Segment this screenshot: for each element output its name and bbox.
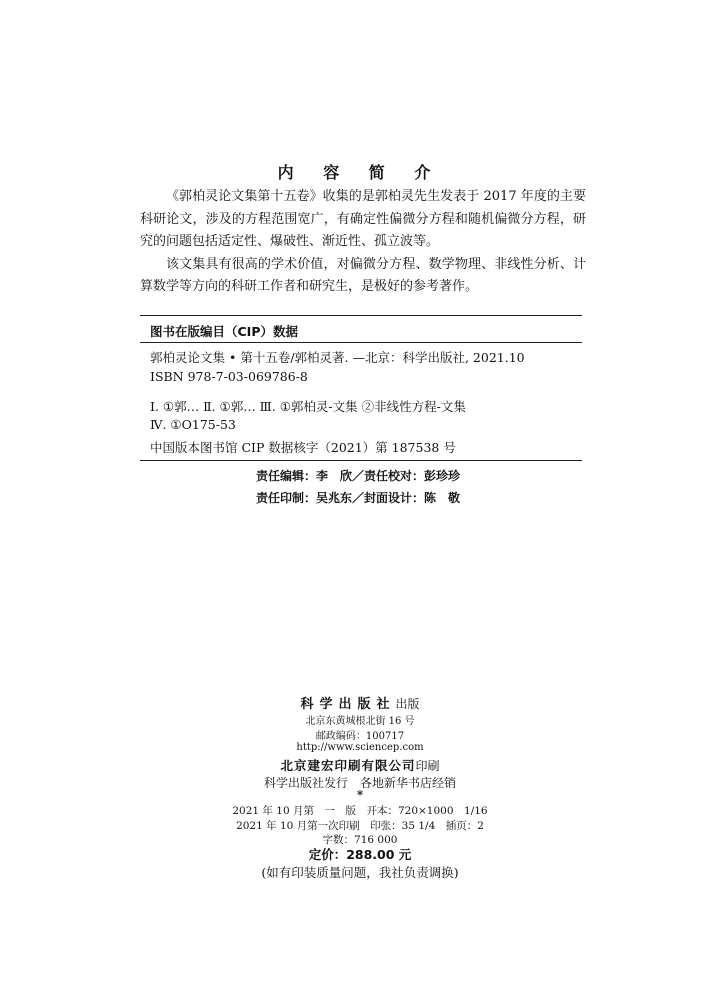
price: 定价：288.00 元 <box>308 847 412 862</box>
cip-classification-1: Ⅰ. ①郭… Ⅱ. ①郭… Ⅲ. ①郭柏灵-文集 ②非线性方程-文集 <box>150 399 466 414</box>
publisher-postcode: 邮政编码：100717 <box>315 731 405 742</box>
cip-isbn: ISBN 978-7-03-069786-8 <box>150 369 308 384</box>
cip-record-number: 中国版本图书馆 CIP 数据核字（2021）第 187538 号 <box>150 440 456 455</box>
cip-classification-2: Ⅳ. ①O175-53 <box>150 417 236 432</box>
word-count: 字数：716 000 <box>322 834 398 846</box>
printing-line: 2021 年 10 月第一次印刷 印张：35 1/4 插页：2 <box>236 820 484 832</box>
cip-heading-rule <box>140 342 582 343</box>
credits-line-1: 责任编辑：李 欣／责任校对：彭珍珍 <box>256 469 461 483</box>
cip-heading: 图书在版编目（CIP）数据 <box>150 324 298 339</box>
cip-bibliographic-line: 郭柏灵论文集 • 第十五卷/郭柏灵著. —北京：科学出版社, 2021.10 <box>150 350 525 365</box>
cip-top-rule <box>140 315 582 316</box>
edition-line: 2021 年 10 月第 一 版 开本：720×1000 1/16 <box>232 805 488 817</box>
quality-notice: (如有印装质量问题，我社负责调换) <box>261 865 459 880</box>
publisher-address: 北京东黄城根北街 16 号 <box>305 716 415 727</box>
summary-title: 内 容 简 介 <box>277 163 443 182</box>
publisher-name: 科学出版社 <box>300 697 396 712</box>
separator-star: * <box>356 788 364 802</box>
publisher-suffix: 出版 <box>395 697 420 711</box>
printer-suffix: 印刷 <box>415 759 440 773</box>
distribution-line: 科学出版社发行 各地新华书店经销 <box>263 776 456 790</box>
printer-line <box>0 755 720 774</box>
publisher-url: http://www.sciencep.com <box>296 742 424 753</box>
summary-body <box>140 186 586 299</box>
printer-name: 北京建宏印刷有限公司 <box>280 758 416 773</box>
publisher-line <box>0 693 720 712</box>
cip-bottom-rule <box>140 460 582 461</box>
summary-paragraph-2: 该文集具有很高的学术价值，对偏微分方程、数学物理、非线性分析、计算数学等方向的科研工作者和研究生，是极好的参考著作。 <box>140 256 586 294</box>
summary-paragraph-1: 《郭柏灵论文集第十五卷》收集的是郭柏灵先生发表于 2017 年度的主要科研论文，涉及的方程范围宽广，有确定性偏微分方程和随机偏微分方程，研究的问题包括适定性、爆破性、渐近性、孤立波等。 <box>140 189 586 249</box>
credits-line-2: 责任印制：吴兆东／封面设计：陈 敬 <box>256 491 461 505</box>
